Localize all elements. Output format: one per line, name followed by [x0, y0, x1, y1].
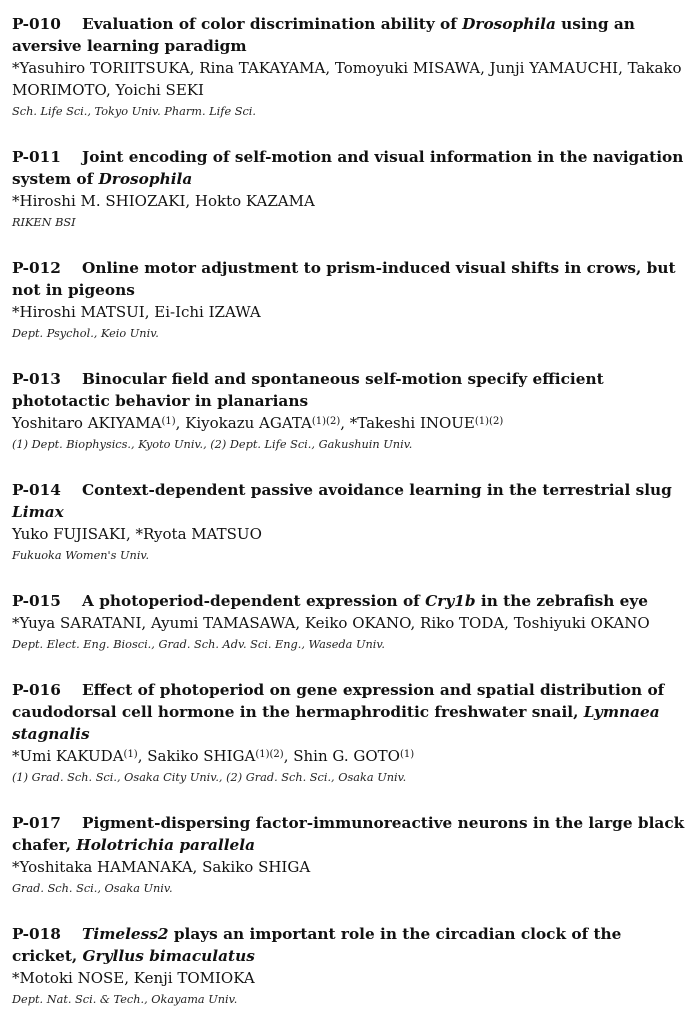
abstract-entry	[12, 812, 687, 900]
author-list	[12, 301, 687, 323]
title-text: Pigment-dispersing factor-immunoreactive neurons in the large black chafer,	[12, 814, 685, 854]
poster-code: P-013	[12, 370, 61, 388]
affiliation: Dept. Nat. Sci. & Tech., Okayama Univ.	[12, 993, 238, 1006]
poster-code: P-011	[12, 148, 61, 166]
author-names: *Hiroshi M. SHIOZAKI, Hokto KAZAMA	[12, 192, 315, 210]
title-species-name: Drosophila	[462, 15, 556, 33]
affiliation: (1) Dept. Biophysics., Kyoto Univ., (2) Dept. Life Sci., Gakushuin Univ.	[12, 438, 413, 451]
affiliation: (1) Grad. Sch. Sci., Osaka City Univ., (2) Grad. Sch. Sci., Osaka Univ.	[12, 771, 407, 784]
author-list	[12, 967, 687, 989]
title-text: Joint encoding of self-motion and visual information in the navigation system of	[12, 148, 684, 188]
abstract-title	[12, 590, 687, 612]
abstract-entry	[12, 590, 687, 656]
affiliation: Grad. Sch. Sci., Osaka Univ.	[12, 882, 173, 895]
author-list	[12, 57, 687, 101]
title-text: plays an important role in the circadian clock of the cricket,	[12, 925, 622, 965]
poster-code: P-016	[12, 681, 61, 699]
author-list	[12, 745, 687, 767]
poster-code: P-018	[12, 925, 61, 943]
author-list	[12, 612, 687, 634]
abstract-entry	[12, 368, 687, 456]
abstract-title	[12, 923, 687, 967]
affiliation-marker: (1)(2)	[474, 416, 504, 427]
title-text: Effect of photoperiod on gene expression and spatial distribution of caudodorsal cell hormone in the hermaphroditic freshwater snail,	[12, 681, 665, 721]
affiliation-marker: (1)	[161, 416, 176, 427]
author-names: *Hiroshi MATSUI, Ei-Ichi IZAWA	[12, 303, 261, 321]
abstract-entry	[12, 146, 687, 234]
author-names: , Sakiko SHIGA	[137, 747, 256, 765]
abstract-entry	[12, 679, 687, 789]
author-names: *Umi KAKUDA	[12, 747, 124, 765]
abstract-title	[12, 679, 687, 745]
affiliation-marker: (1)	[399, 749, 415, 760]
author-names: , Shin G. GOTO	[283, 747, 400, 765]
title-species-name: Limax	[12, 503, 64, 521]
author-names: *Yuya SARATANI, Ayumi TAMASAWA, Keiko OKANO, Riko TODA, Toshiyuki OKANO	[12, 614, 650, 632]
affiliation-marker: (1)(2)	[255, 749, 284, 760]
author-names: *Yoshitaka HAMANAKA, Sakiko SHIGA	[12, 858, 311, 876]
affiliation: Fukuoka Women's Univ.	[12, 549, 150, 562]
abstract-title	[12, 812, 687, 856]
author-names: *Yasuhiro TORIITSUKA, Rina TAKAYAMA, Tomoyuki MISAWA, Junji YAMAUCHI, Takako MORIMOTO, Yoichi SEKI	[12, 59, 682, 99]
author-names: Yuko FUJISAKI, *Ryota MATSUO	[12, 525, 262, 543]
author-list	[12, 412, 687, 434]
title-species-name: Lymnaea stagnalis	[12, 703, 660, 743]
abstract-entry	[12, 923, 687, 1011]
affiliation: Dept. Elect. Eng. Biosci., Grad. Sch. Adv. Sci. Eng., Waseda Univ.	[12, 638, 385, 651]
title-species-name: Cry1b	[425, 592, 476, 610]
affiliation: Sch. Life Sci., Tokyo Univ. Pharm. Life Sci.	[12, 105, 257, 118]
title-species-name: Timeless2	[82, 925, 169, 943]
author-list	[12, 190, 687, 212]
author-list	[12, 856, 687, 878]
title-text: A photoperiod-dependent expression of	[82, 592, 426, 610]
abstract-title	[12, 368, 687, 412]
abstract-entry	[12, 479, 687, 567]
title-species-name: Holotrichia parallela	[76, 836, 256, 854]
abstract-entry	[12, 257, 687, 345]
author-names: , *Takeshi INOUE	[340, 414, 475, 432]
title-text: Context-dependent passive avoidance learning in the terrestrial slug	[82, 481, 672, 499]
author-names: Yoshitaro AKIYAMA	[12, 414, 162, 432]
poster-code: P-014	[12, 481, 61, 499]
abstract-entry	[12, 13, 687, 123]
abstract-list	[12, 13, 687, 1034]
title-species-name: Gryllus bimaculatus	[82, 947, 255, 965]
poster-code: P-010	[12, 15, 61, 33]
affiliation-marker: (1)(2)	[311, 416, 341, 427]
title-text: using an aversive learning paradigm	[12, 15, 635, 55]
title-species-name: Drosophila	[98, 170, 193, 188]
abstract-title	[12, 146, 687, 190]
poster-code: P-017	[12, 814, 61, 832]
abstract-title	[12, 479, 687, 523]
affiliation-marker: (1)	[123, 749, 138, 760]
poster-code: P-015	[12, 592, 61, 610]
abstract-title	[12, 257, 687, 301]
affiliation: Dept. Psychol., Keio Univ.	[12, 327, 159, 340]
title-text: in the zebrafish eye	[475, 592, 649, 610]
title-text: Online motor adjustment to prism-induced visual shifts in crows, but not in pigeons	[12, 259, 676, 299]
title-text: Evaluation of color discrimination ability of	[82, 15, 463, 33]
author-list	[12, 523, 687, 545]
title-text: Binocular field and spontaneous self-motion specify efficient phototactic behavior in planarians	[12, 370, 604, 410]
abstract-title	[12, 13, 687, 57]
poster-code: P-012	[12, 259, 61, 277]
affiliation: RIKEN BSI	[12, 216, 76, 229]
author-names: , Kiyokazu AGATA	[175, 414, 312, 432]
author-names: *Motoki NOSE, Kenji TOMIOKA	[12, 969, 255, 987]
